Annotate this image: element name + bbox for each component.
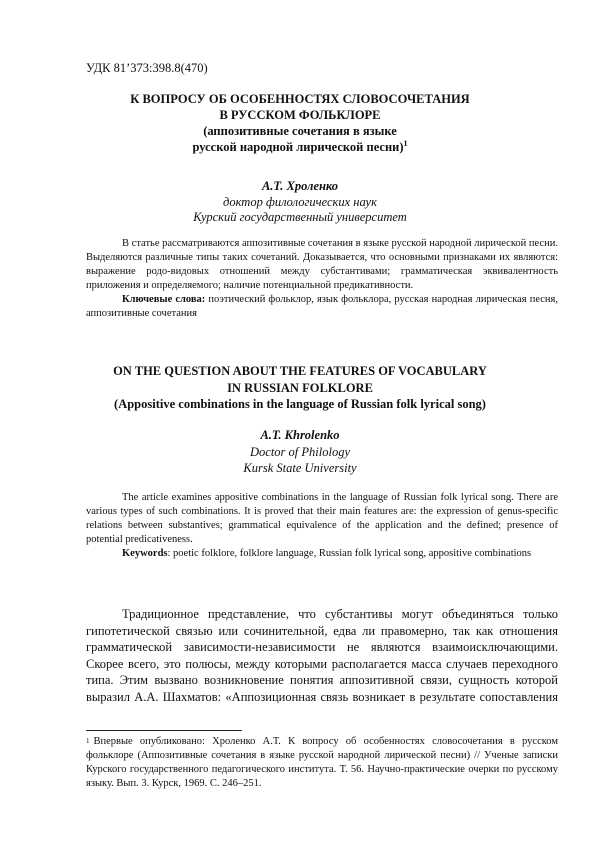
keywords [86,547,558,561]
author-affiliation: Курский государственный университет [193,210,407,224]
author-name: А.Т. Хроленко [261,179,339,193]
english-title-line: ON THE QUESTION ABOUT THE FEATURES OF VOCABULARY [113,364,487,378]
russian-author-block [60,179,540,226]
english-abstract [86,491,558,561]
keywords-list: : poetic folklore, folklore language, Russian folk lyrical song, appositive combinations [167,548,532,559]
keywords-label: Ключевые слова: [122,294,206,305]
footnote-divider [86,730,242,731]
footnote [86,735,558,791]
english-title [60,363,540,413]
russian-abstract [86,237,558,321]
english-title-line: IN RUSSIAN FOLKLORE [227,380,373,395]
footnote-reference[interactable]: 1 [403,139,408,148]
russian-title [60,91,540,155]
abstract-text: В статье рассматриваются аппозитивные сочетания в языке русской народной лирической песни. Выделяются различные типы таких сочетаний. Доказывается, что основными признаками их являются: выражение родо-видовых отношений между субстантивами; грамматическая эквивалентность приложения и определяемого; наличие потенциальной предикативности. [86,238,558,291]
abstract-text: The article examines appositive combinations in the language of Russian folk lyrical song. There are various types of such combinations. It is proved that their main features are: the expression of genus-specific relations between substantives; grammatical equivalence of the application and the defined; presence of potential predicativeness. [86,492,558,545]
footnote-text: $^1$ Впервые опубликовано: Хроленко А.Т. К вопросу об особенностях словосочетания в русском фольклоре (Аппозитивные сочетания в языке русской народной лирической песни) // Ученые записки Курского государственного педагогического института. Т. 56. Научно-практические очерки по русскому языку. Вып. 3. Курск, 1969. С. 246–251. [86,736,558,789]
english-subtitle-line: (Appositive combinations in the language of Russian folk lyrical song) [114,397,486,411]
udc-code: УДК 81’373:398.8(470) [86,61,208,75]
russian-subtitle-line: (аппозитивные сочетания в языке [203,124,397,138]
russian-subtitle-line: русской народной лирической песни)$^1$ [192,139,408,154]
footnote-mark: 1 [86,737,90,745]
author-name: A.T. Khrolenko [260,428,340,442]
author-degree: доктор филологических наук [223,194,377,209]
english-author-block [60,427,540,477]
keywords [86,293,558,321]
author-degree: Doctor of Philology [250,444,350,459]
author-affiliation: Kursk State University [243,461,357,475]
russian-title-line: В РУССКОМ ФОЛЬКЛОРЕ [219,108,381,122]
body-paragraph: Традиционное представление, что субстантивы могут объединяться только гипотетической связью или сочинительной, едва ли правомерно, так как отношения грамматической зависимости-независимости не являются взаимоисключающими. Скорее всего, это полюсы, между которыми располагается масса случаев переходного типа. Этим вызвано возникновение понятия аппозитивной связи, сущность которой выразил А.А. Шахматов: «Аппозиционная связь возникает в результате сопоставления [86,607,558,704]
russian-title-line: К ВОПРОСУ ОБ ОСОБЕННОСТЯХ СЛОВОСОЧЕТАНИЯ [130,92,470,106]
body-text [86,606,558,705]
keywords-label: Keywords [122,548,168,559]
keywords-list: поэтический фольклор, язык фольклора, русская народная лирическая песня, аппозитивные сочетания [86,294,559,319]
